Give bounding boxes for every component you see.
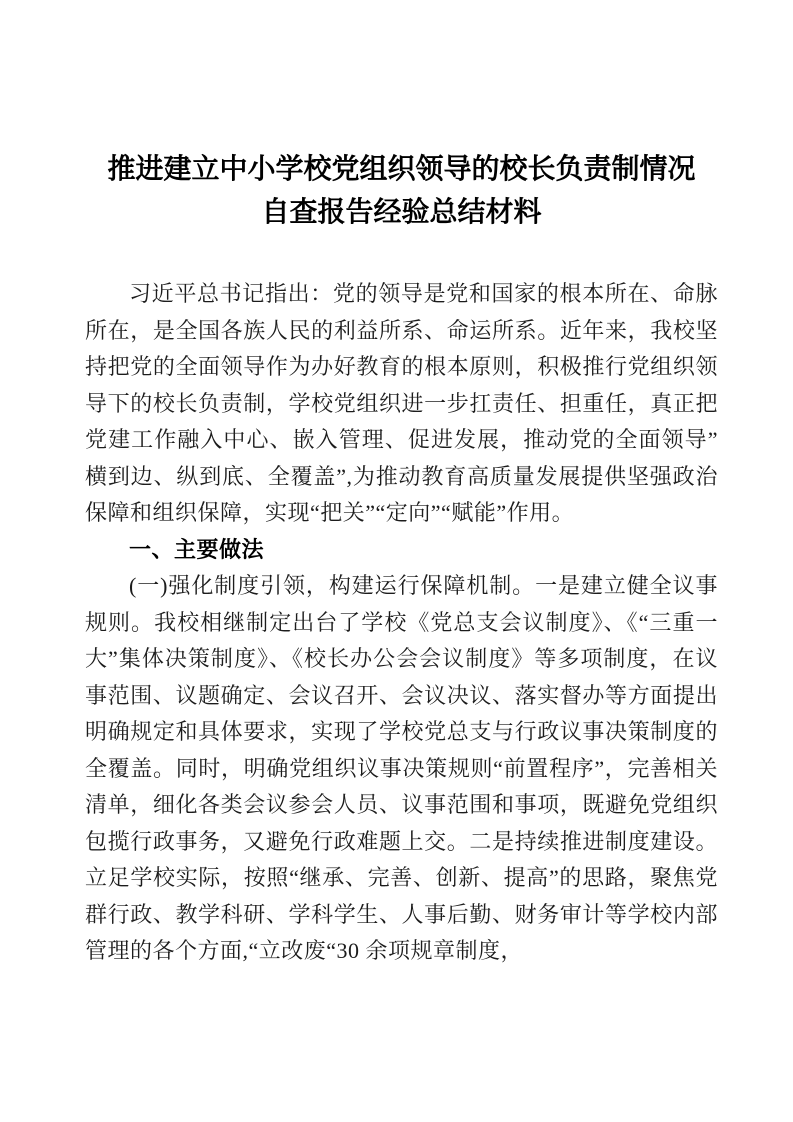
section-heading-main-practices: 一、主要做法	[129, 536, 265, 562]
document-content	[85, 147, 718, 970]
paragraph-intro: 习近平总书记指出：党的领导是党和国家的根本所在、命脉所在，是全国各族人民的利益所系、命运所系。近年来，我校坚持把党的全面领导作为办好教育的根本原则，积极推行党组织领导下的校长负责制，学校党组织进一步扛责任、担重任，真正把党建工作融入中心、嵌入管理、促进发展，推动党的全面领导”横到边、纵到底、全覆盖”,为推动教育高质量发展提供坚强政治保障和组织保障，实现“把关”“定向”“赋能”作用。	[85, 281, 718, 525]
paragraph-body-1: (一)强化制度引领，构建运行保障机制。一是建立健全议事规则。我校相继制定出台了学校《党总支会议制度》、《“三重一大”集体决策制度》、《校长办公会会议制度》等多项制度，在议事范围、议题确定、会议召开、会议决议、落实督办等方面提出明确规定和具体要求，实现了学校党总支与行政议事决策制度的全覆盖。同时，明确党组织议事决策规则“前置程序”，完善相关清单，细化各类会议参会人员、议事范围和事项，既避免党组织包揽行政事务，又避免行政难题上交。二是持续推进制度建设。立足学校实际，按照“继承、完善、创新、提高”的思路，聚焦党群行政、教学科研、学科学生、人事后勤、财务审计等学校内部管理的各个方面,“立改废“30 余项规章制度，	[85, 573, 718, 963]
document-body	[85, 276, 718, 970]
document-title-line-1: 推进建立中小学校党组织领导的校长负责制情况	[107, 153, 696, 184]
document-title	[85, 147, 718, 233]
document-title-line-2: 自查报告经验总结材料	[261, 196, 542, 227]
